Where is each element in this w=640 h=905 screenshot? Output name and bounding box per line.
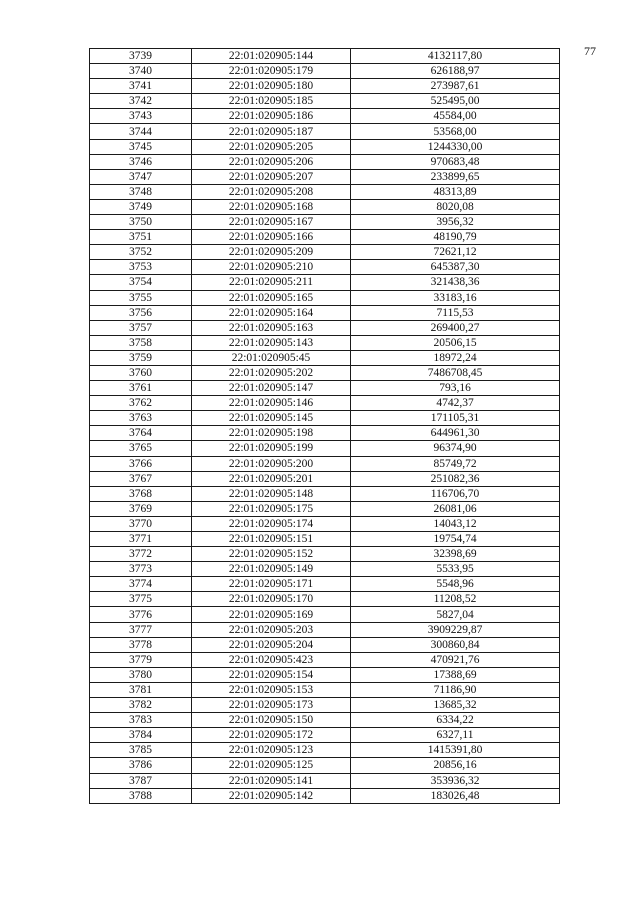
table-row bbox=[90, 139, 560, 154]
cadastral-value-cell: 269400,27 bbox=[351, 320, 560, 335]
row-number-cell: 3765 bbox=[90, 441, 192, 456]
cadastral-number-cell: 22:01:020905:205 bbox=[192, 139, 351, 154]
cadastral-value-cell: 1244330,00 bbox=[351, 139, 560, 154]
table-row bbox=[90, 788, 560, 803]
cadastral-number-cell: 22:01:020905:123 bbox=[192, 743, 351, 758]
cadastral-value-cell: 6327,11 bbox=[351, 728, 560, 743]
cadastral-value-cell: 273987,61 bbox=[351, 79, 560, 94]
row-number-cell: 3748 bbox=[90, 184, 192, 199]
cadastral-number-cell: 22:01:020905:151 bbox=[192, 532, 351, 547]
row-number-cell: 3749 bbox=[90, 199, 192, 214]
cadastral-number-cell: 22:01:020905:200 bbox=[192, 456, 351, 471]
table-row bbox=[90, 728, 560, 743]
cadastral-number-cell: 22:01:020905:170 bbox=[192, 592, 351, 607]
row-number-cell: 3767 bbox=[90, 471, 192, 486]
table-row bbox=[90, 215, 560, 230]
row-number-cell: 3780 bbox=[90, 667, 192, 682]
row-number-cell: 3768 bbox=[90, 486, 192, 501]
table-row bbox=[90, 456, 560, 471]
cadastral-number-cell: 22:01:020905:171 bbox=[192, 577, 351, 592]
table-row bbox=[90, 637, 560, 652]
cadastral-number-cell: 22:01:020905:146 bbox=[192, 396, 351, 411]
table-body bbox=[90, 49, 560, 804]
cadastral-value-cell: 20856,16 bbox=[351, 758, 560, 773]
cadastral-number-cell: 22:01:020905:174 bbox=[192, 516, 351, 531]
cadastral-value-table bbox=[89, 48, 560, 804]
row-number-cell: 3778 bbox=[90, 637, 192, 652]
cadastral-number-cell: 22:01:020905:141 bbox=[192, 773, 351, 788]
cadastral-value-cell: 96374,90 bbox=[351, 441, 560, 456]
row-number-cell: 3771 bbox=[90, 532, 192, 547]
row-number-cell: 3785 bbox=[90, 743, 192, 758]
table-row bbox=[90, 547, 560, 562]
table-row bbox=[90, 64, 560, 79]
row-number-cell: 3764 bbox=[90, 426, 192, 441]
cadastral-value-cell: 45584,00 bbox=[351, 109, 560, 124]
cadastral-number-cell: 22:01:020905:149 bbox=[192, 562, 351, 577]
cadastral-value-cell: 26081,06 bbox=[351, 501, 560, 516]
cadastral-number-cell: 22:01:020905:163 bbox=[192, 320, 351, 335]
cadastral-value-cell: 7486708,45 bbox=[351, 365, 560, 380]
row-number-cell: 3742 bbox=[90, 94, 192, 109]
row-number-cell: 3753 bbox=[90, 260, 192, 275]
table-row bbox=[90, 290, 560, 305]
cadastral-number-cell: 22:01:020905:186 bbox=[192, 109, 351, 124]
cadastral-number-cell: 22:01:020905:152 bbox=[192, 547, 351, 562]
row-number-cell: 3770 bbox=[90, 516, 192, 531]
cadastral-number-cell: 22:01:020905:198 bbox=[192, 426, 351, 441]
cadastral-value-cell: 183026,48 bbox=[351, 788, 560, 803]
cadastral-number-cell: 22:01:020905:164 bbox=[192, 305, 351, 320]
row-number-cell: 3773 bbox=[90, 562, 192, 577]
row-number-cell: 3757 bbox=[90, 320, 192, 335]
cadastral-number-cell: 22:01:020905:173 bbox=[192, 698, 351, 713]
table-row bbox=[90, 486, 560, 501]
table-row bbox=[90, 335, 560, 350]
table-row bbox=[90, 199, 560, 214]
row-number-cell: 3745 bbox=[90, 139, 192, 154]
cadastral-number-cell: 22:01:020905:169 bbox=[192, 607, 351, 622]
cadastral-value-cell: 3909229,87 bbox=[351, 622, 560, 637]
cadastral-number-cell: 22:01:020905:204 bbox=[192, 637, 351, 652]
row-number-cell: 3784 bbox=[90, 728, 192, 743]
cadastral-value-cell: 33183,16 bbox=[351, 290, 560, 305]
row-number-cell: 3744 bbox=[90, 124, 192, 139]
cadastral-number-cell: 22:01:020905:45 bbox=[192, 350, 351, 365]
cadastral-number-cell: 22:01:020905:180 bbox=[192, 79, 351, 94]
cadastral-value-cell: 251082,36 bbox=[351, 471, 560, 486]
row-number-cell: 3761 bbox=[90, 381, 192, 396]
cadastral-value-cell: 171105,31 bbox=[351, 411, 560, 426]
table-row bbox=[90, 79, 560, 94]
cadastral-value-cell: 17388,69 bbox=[351, 667, 560, 682]
cadastral-number-cell: 22:01:020905:165 bbox=[192, 290, 351, 305]
table-row bbox=[90, 532, 560, 547]
table-row bbox=[90, 743, 560, 758]
cadastral-value-cell: 20506,15 bbox=[351, 335, 560, 350]
cadastral-number-cell: 22:01:020905:179 bbox=[192, 64, 351, 79]
table-row bbox=[90, 758, 560, 773]
cadastral-value-cell: 116706,70 bbox=[351, 486, 560, 501]
cadastral-value-cell: 525495,00 bbox=[351, 94, 560, 109]
row-number-cell: 3787 bbox=[90, 773, 192, 788]
cadastral-number-cell: 22:01:020905:185 bbox=[192, 94, 351, 109]
cadastral-number-cell: 22:01:020905:153 bbox=[192, 682, 351, 697]
table-row bbox=[90, 713, 560, 728]
cadastral-value-cell: 3956,32 bbox=[351, 215, 560, 230]
row-number-cell: 3766 bbox=[90, 456, 192, 471]
cadastral-value-cell: 5533,95 bbox=[351, 562, 560, 577]
cadastral-value-cell: 32398,69 bbox=[351, 547, 560, 562]
cadastral-value-cell: 353936,32 bbox=[351, 773, 560, 788]
row-number-cell: 3752 bbox=[90, 245, 192, 260]
cadastral-number-cell: 22:01:020905:167 bbox=[192, 215, 351, 230]
row-number-cell: 3781 bbox=[90, 682, 192, 697]
table-row bbox=[90, 441, 560, 456]
table-row bbox=[90, 471, 560, 486]
cadastral-number-cell: 22:01:020905:208 bbox=[192, 184, 351, 199]
cadastral-value-cell: 470921,76 bbox=[351, 652, 560, 667]
table-row bbox=[90, 667, 560, 682]
row-number-cell: 3777 bbox=[90, 622, 192, 637]
table-row bbox=[90, 124, 560, 139]
table-row bbox=[90, 154, 560, 169]
cadastral-value-cell: 233899,65 bbox=[351, 169, 560, 184]
cadastral-value-cell: 11208,52 bbox=[351, 592, 560, 607]
cadastral-value-cell: 48190,79 bbox=[351, 230, 560, 245]
cadastral-value-cell: 626188,97 bbox=[351, 64, 560, 79]
cadastral-number-cell: 22:01:020905:172 bbox=[192, 728, 351, 743]
row-number-cell: 3782 bbox=[90, 698, 192, 713]
table-row bbox=[90, 396, 560, 411]
row-number-cell: 3774 bbox=[90, 577, 192, 592]
row-number-cell: 3758 bbox=[90, 335, 192, 350]
cadastral-number-cell: 22:01:020905:145 bbox=[192, 411, 351, 426]
cadastral-number-cell: 22:01:020905:150 bbox=[192, 713, 351, 728]
cadastral-number-cell: 22:01:020905:148 bbox=[192, 486, 351, 501]
cadastral-value-cell: 19754,74 bbox=[351, 532, 560, 547]
table-row bbox=[90, 592, 560, 607]
row-number-cell: 3754 bbox=[90, 275, 192, 290]
table-row bbox=[90, 426, 560, 441]
cadastral-number-cell: 22:01:020905:166 bbox=[192, 230, 351, 245]
table-row bbox=[90, 365, 560, 380]
cadastral-number-cell: 22:01:020905:210 bbox=[192, 260, 351, 275]
row-number-cell: 3759 bbox=[90, 350, 192, 365]
row-number-cell: 3776 bbox=[90, 607, 192, 622]
cadastral-number-cell: 22:01:020905:203 bbox=[192, 622, 351, 637]
cadastral-number-cell: 22:01:020905:209 bbox=[192, 245, 351, 260]
cadastral-value-cell: 644961,30 bbox=[351, 426, 560, 441]
cadastral-value-cell: 72621,12 bbox=[351, 245, 560, 260]
cadastral-value-cell: 1415391,80 bbox=[351, 743, 560, 758]
cadastral-number-cell: 22:01:020905:144 bbox=[192, 49, 351, 64]
row-number-cell: 3747 bbox=[90, 169, 192, 184]
table-row bbox=[90, 109, 560, 124]
table-row bbox=[90, 682, 560, 697]
table-row bbox=[90, 350, 560, 365]
table-row bbox=[90, 320, 560, 335]
cadastral-value-cell: 5827,04 bbox=[351, 607, 560, 622]
cadastral-value-cell: 4742,37 bbox=[351, 396, 560, 411]
row-number-cell: 3762 bbox=[90, 396, 192, 411]
cadastral-number-cell: 22:01:020905:175 bbox=[192, 501, 351, 516]
table-row bbox=[90, 49, 560, 64]
cadastral-value-cell: 18972,24 bbox=[351, 350, 560, 365]
row-number-cell: 3763 bbox=[90, 411, 192, 426]
page-number: 77 bbox=[584, 44, 596, 58]
cadastral-value-cell: 5548,96 bbox=[351, 577, 560, 592]
table-row bbox=[90, 184, 560, 199]
cadastral-value-cell: 321438,36 bbox=[351, 275, 560, 290]
cadastral-value-cell: 14043,12 bbox=[351, 516, 560, 531]
cadastral-value-cell: 7115,53 bbox=[351, 305, 560, 320]
cadastral-value-cell: 85749,72 bbox=[351, 456, 560, 471]
table-row bbox=[90, 169, 560, 184]
table-row bbox=[90, 260, 560, 275]
row-number-cell: 3779 bbox=[90, 652, 192, 667]
cadastral-value-cell: 300860,84 bbox=[351, 637, 560, 652]
table-row bbox=[90, 275, 560, 290]
cadastral-value-cell: 4132117,80 bbox=[351, 49, 560, 64]
cadastral-number-cell: 22:01:020905:211 bbox=[192, 275, 351, 290]
table-row bbox=[90, 652, 560, 667]
table-row bbox=[90, 773, 560, 788]
row-number-cell: 3755 bbox=[90, 290, 192, 305]
table-row bbox=[90, 305, 560, 320]
row-number-cell: 3786 bbox=[90, 758, 192, 773]
cadastral-value-cell: 970683,48 bbox=[351, 154, 560, 169]
cadastral-number-cell: 22:01:020905:154 bbox=[192, 667, 351, 682]
cadastral-number-cell: 22:01:020905:142 bbox=[192, 788, 351, 803]
table-row bbox=[90, 577, 560, 592]
row-number-cell: 3756 bbox=[90, 305, 192, 320]
cadastral-number-cell: 22:01:020905:423 bbox=[192, 652, 351, 667]
cadastral-number-cell: 22:01:020905:206 bbox=[192, 154, 351, 169]
cadastral-value-cell: 71186,90 bbox=[351, 682, 560, 697]
table-row bbox=[90, 622, 560, 637]
table-row bbox=[90, 411, 560, 426]
row-number-cell: 3746 bbox=[90, 154, 192, 169]
row-number-cell: 3775 bbox=[90, 592, 192, 607]
row-number-cell: 3788 bbox=[90, 788, 192, 803]
cadastral-value-cell: 6334,22 bbox=[351, 713, 560, 728]
table-row bbox=[90, 562, 560, 577]
cadastral-number-cell: 22:01:020905:168 bbox=[192, 199, 351, 214]
row-number-cell: 3760 bbox=[90, 365, 192, 380]
cadastral-number-cell: 22:01:020905:207 bbox=[192, 169, 351, 184]
table-row bbox=[90, 698, 560, 713]
table-row bbox=[90, 607, 560, 622]
row-number-cell: 3743 bbox=[90, 109, 192, 124]
cadastral-value-cell: 793,16 bbox=[351, 381, 560, 396]
row-number-cell: 3741 bbox=[90, 79, 192, 94]
table-row bbox=[90, 245, 560, 260]
cadastral-number-cell: 22:01:020905:125 bbox=[192, 758, 351, 773]
table-row bbox=[90, 516, 560, 531]
row-number-cell: 3739 bbox=[90, 49, 192, 64]
cadastral-number-cell: 22:01:020905:199 bbox=[192, 441, 351, 456]
cadastral-number-cell: 22:01:020905:143 bbox=[192, 335, 351, 350]
row-number-cell: 3740 bbox=[90, 64, 192, 79]
row-number-cell: 3772 bbox=[90, 547, 192, 562]
cadastral-value-cell: 13685,32 bbox=[351, 698, 560, 713]
cadastral-number-cell: 22:01:020905:201 bbox=[192, 471, 351, 486]
cadastral-number-cell: 22:01:020905:187 bbox=[192, 124, 351, 139]
cadastral-number-cell: 22:01:020905:202 bbox=[192, 365, 351, 380]
table-row bbox=[90, 381, 560, 396]
cadastral-value-cell: 645387,30 bbox=[351, 260, 560, 275]
row-number-cell: 3751 bbox=[90, 230, 192, 245]
cadastral-value-cell: 48313,89 bbox=[351, 184, 560, 199]
table-row bbox=[90, 501, 560, 516]
table-row bbox=[90, 230, 560, 245]
row-number-cell: 3783 bbox=[90, 713, 192, 728]
row-number-cell: 3750 bbox=[90, 215, 192, 230]
cadastral-number-cell: 22:01:020905:147 bbox=[192, 381, 351, 396]
cadastral-value-cell: 8020,08 bbox=[351, 199, 560, 214]
cadastral-value-cell: 53568,00 bbox=[351, 124, 560, 139]
table-row bbox=[90, 94, 560, 109]
row-number-cell: 3769 bbox=[90, 501, 192, 516]
